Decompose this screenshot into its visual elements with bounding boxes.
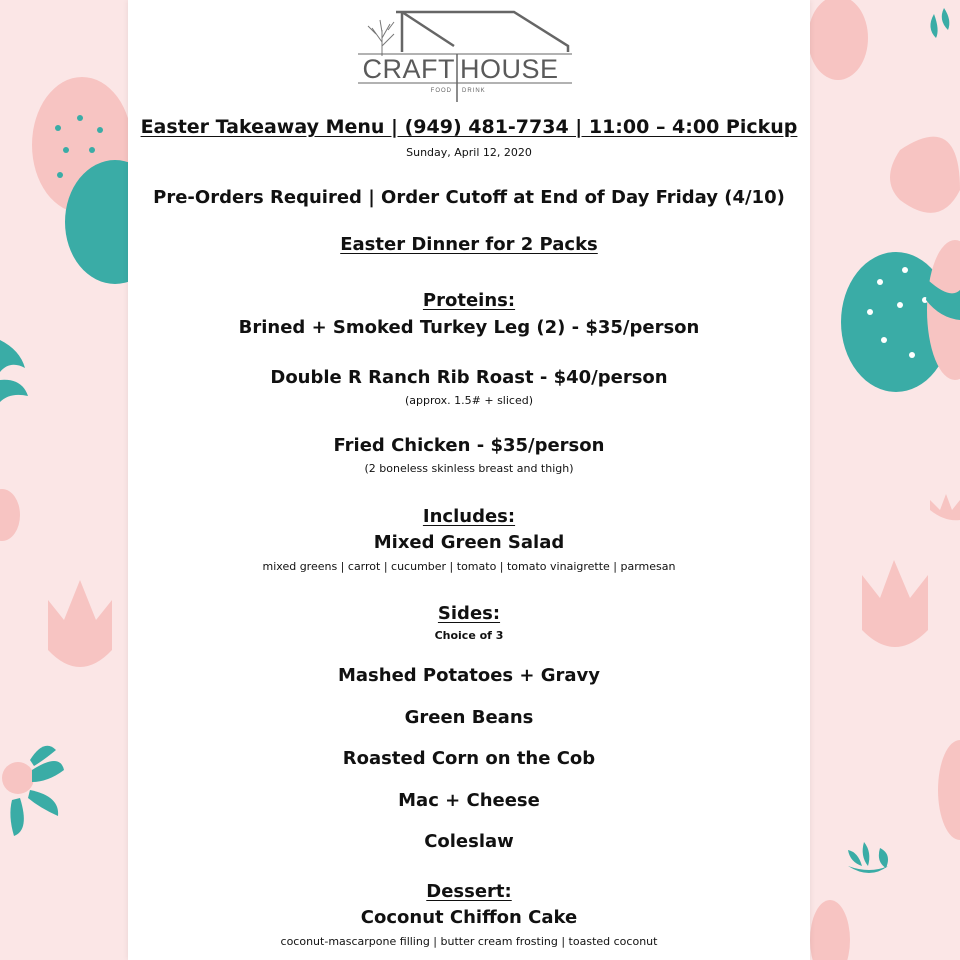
includes-item: Mixed Green Salad [373,532,565,553]
tulip-icon [48,580,112,667]
proteins-heading: Proteins: [422,290,516,311]
easter-egg-icon [808,0,868,80]
menu-sheet [128,0,810,960]
easter-egg-icon [890,137,960,213]
crafthouse-logo [354,10,576,110]
protein-note: (approx. 1.5# + sliced) [404,394,534,407]
easter-egg-icon [938,740,960,840]
side-item: Mashed Potatoes + Gravy [337,665,601,686]
sides-heading: Sides: [437,603,501,624]
easter-egg-icon [0,489,20,541]
tulip-icon [930,494,960,520]
logo-drink: DRINK [462,88,486,94]
easter-egg-icon [810,900,850,960]
roof-line [396,12,568,52]
logo-food: FOOD [430,88,452,94]
logo-craft: CRAFT [362,54,455,84]
leaf-sprig-icon [930,8,949,38]
logo-house: HOUSE [460,54,559,84]
dessert-heading: Dessert: [426,881,512,902]
includes-description: mixed greens | carrot | cucumber | tomato | tomato vinaigrette | parmesan [262,560,676,573]
side-item: Mac + Cheese [398,790,540,811]
dessert-description: coconut-mascarpone filling | butter cream frosting | toasted coconut [280,935,658,948]
pack-title: Easter Dinner for 2 Packs [340,234,598,255]
tulip-icon [862,560,928,647]
tree-icon [368,20,394,56]
protein-item: Brined + Smoked Turkey Leg (2) - $35/person [238,317,700,338]
protein-item: Fried Chicken - $35/person [333,435,605,456]
includes-heading: Includes: [422,506,516,527]
side-item: Coleslaw [424,831,514,852]
leaf-sprig-icon [848,842,888,873]
flower-icon [2,746,64,836]
dessert-item: Coconut Chiffon Cake [360,907,578,928]
side-item: Roasted Corn on the Cob [342,748,596,769]
protein-item: Double R Ranch Rib Roast - $40/person [270,367,668,388]
leaf-sprig-icon [0,340,28,402]
preorder-notice: Pre-Orders Required | Order Cutoff at End of Day Friday (4/10) [153,187,785,208]
protein-note: (2 boneless skinless breast and thigh) [364,462,574,475]
menu-title: Easter Takeaway Menu | (949) 481-7734 | 11:00 – 4:00 Pickup [140,116,798,138]
side-item: Green Beans [404,707,534,728]
menu-date: Sunday, April 12, 2020 [406,146,532,159]
sides-subheading: Choice of 3 [434,629,504,642]
